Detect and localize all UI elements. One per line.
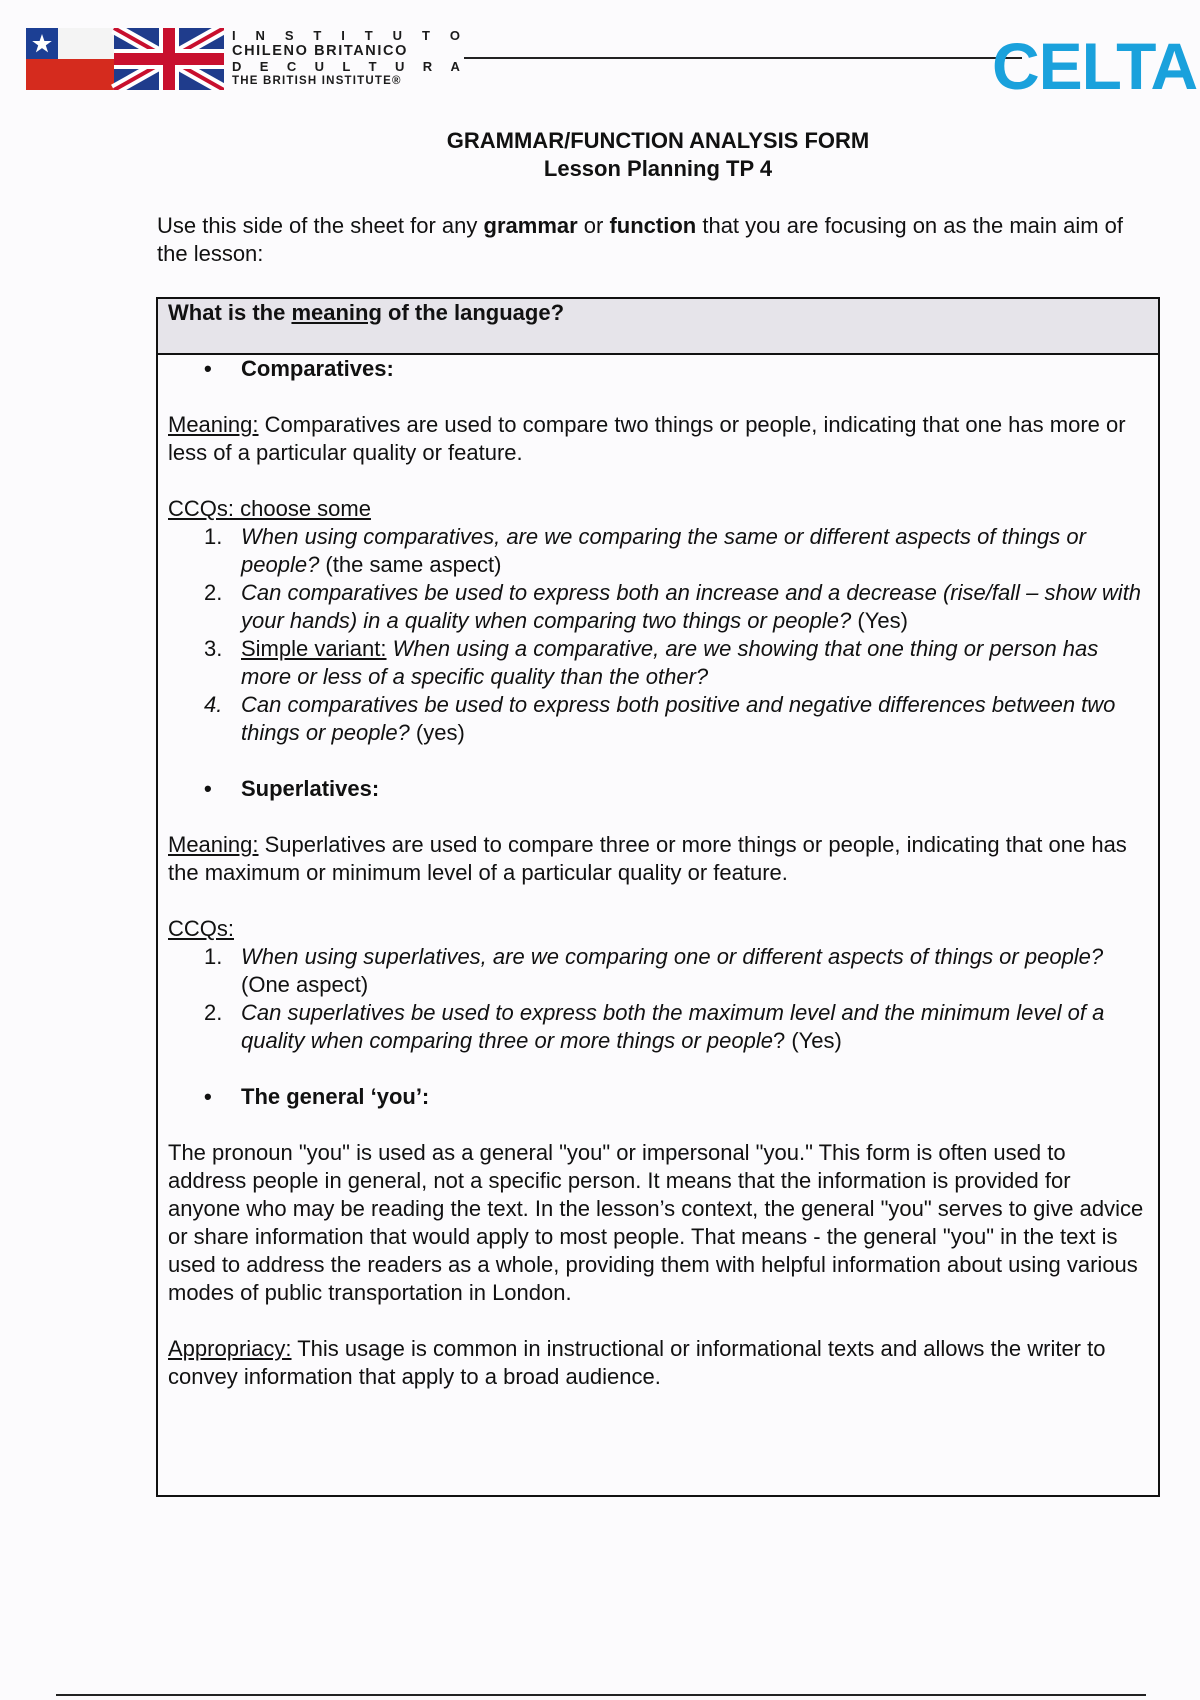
intro-text-2: or <box>577 213 610 238</box>
logo-line-british-institute: THE BRITISH INSTITUTE® <box>232 75 402 87</box>
superlatives-meaning <box>168 831 1148 887</box>
logo-letter: N <box>255 28 265 43</box>
logo-line-instituto <box>232 28 460 43</box>
logo-letter: U <box>314 59 324 74</box>
heading-text-1: What is the <box>168 300 292 325</box>
meaning-text: Superlatives are used to compare three or more things or people, indicating that one has the maximum or minimum level of a particular quality or feature. <box>168 832 1127 885</box>
heading-text-2: of the language? <box>381 300 565 325</box>
logo-letter: D <box>232 59 242 74</box>
box-body <box>158 355 1158 1391</box>
ccq-item <box>168 579 1148 635</box>
general-you-text: The pronoun "you" is used as a general "you" or impersonal "you." This form is often used to address people in general, not a specific person. It means that the information is provided for anyone who may be reading the text. In the lesson’s context, the general "you" serves to give advice or share information that would apply to most people. That means - the general "you" in the text is used to address the readers as a whole, providing them with helpful information about using various modes of public transportation in London. <box>168 1140 1144 1305</box>
ccq-question: Can comparatives be used to express both positive and negative differences between two things or people? <box>241 692 1116 745</box>
intro-text-3: that you are focusing on as the main aim of the lesson: <box>157 213 1124 266</box>
form-subtitle: Lesson Planning TP 4 <box>543 156 773 181</box>
logo-letter: R <box>422 59 433 74</box>
meaning-label: Meaning: <box>168 412 259 437</box>
ccq-item <box>168 523 1148 579</box>
chile-flag-icon <box>26 28 126 90</box>
ccq-number: 2. <box>204 580 223 605</box>
ccq-item <box>168 635 1148 691</box>
appropriacy-text: This usage is common in instructional or informational texts and allows the writer to convey information that apply to a broad audience. <box>168 1336 1106 1389</box>
bullet-icon: • <box>204 776 212 801</box>
ccq-item <box>168 691 1148 747</box>
ccq-question: Can comparatives be used to express both an increase and a decrease (rise/fall – show with your hands) in a quality when comparing two things or people? <box>241 580 1142 633</box>
heading-meaning: meaning <box>291 300 382 325</box>
superlatives-ccq-list <box>168 943 1148 1055</box>
ccq-question: When using superlatives, are we comparing one or different aspects of things or people? <box>241 944 1104 969</box>
comparatives-heading <box>168 355 1148 383</box>
superlatives-heading <box>168 775 1148 803</box>
bullet-icon: • <box>204 356 212 381</box>
superlatives-title: Superlatives: <box>241 776 380 801</box>
appropriacy <box>168 1335 1148 1391</box>
header-divider <box>464 57 1022 59</box>
ccq-number: 2. <box>204 1000 223 1025</box>
ccq-number: 4. <box>204 692 223 717</box>
meaning-label: Meaning: <box>168 832 259 857</box>
logo-letter: I <box>232 28 236 43</box>
logo-letter: E <box>259 59 269 74</box>
general-you-heading <box>168 1083 1148 1111</box>
logo-letter: L <box>342 59 351 74</box>
logo-line-chileno-britanico: CHILENO BRITANICO <box>232 43 408 59</box>
ccq-answer: (the same aspect) <box>319 552 502 577</box>
ccq-answer: (yes) <box>409 720 465 745</box>
logo-letter: U <box>395 59 405 74</box>
comparatives-meaning <box>168 411 1148 467</box>
ccq-number: 3. <box>204 636 223 661</box>
bullet-icon: • <box>204 1084 212 1109</box>
logo-letter: T <box>364 28 373 43</box>
ccq-answer: (Yes) <box>851 608 908 633</box>
logo-letter: I <box>341 28 345 43</box>
appropriacy-label: Appropriacy: <box>168 1336 292 1361</box>
ccq-item <box>168 999 1148 1055</box>
logo-letter: T <box>368 59 377 74</box>
ccq-question: Can superlatives be used to express both the maximum level and the minimum level of a quality when comparing three or more things or people <box>241 1000 1105 1053</box>
comparatives-ccq-list <box>168 523 1148 747</box>
ccq-answer: ? (Yes) <box>772 1028 842 1053</box>
intro-instructions <box>157 212 1147 268</box>
general-you-title: The general ‘you’: <box>241 1084 430 1109</box>
ccq-label: CCQs: <box>168 916 234 941</box>
meaning-text: Comparatives are used to compare two things or people, indicating that one has more or less of a particular quality or feature. <box>168 412 1126 465</box>
form-title: GRAMMAR/FUNCTION ANALYSIS FORM <box>446 128 870 153</box>
ccq-simple-variant-label: Simple variant: <box>241 636 387 661</box>
superlatives-ccq-label <box>168 915 1148 943</box>
ccq-item <box>168 943 1148 999</box>
logo-letter: A <box>450 59 460 74</box>
footer-divider <box>56 1694 1146 1696</box>
page-header <box>0 0 1200 110</box>
comparatives-title: Comparatives: <box>241 356 394 381</box>
uk-flag-icon <box>114 28 224 90</box>
ccq-label: CCQs: choose some <box>168 496 371 521</box>
logo-line-de-cultura <box>232 59 460 74</box>
logo-letter: T <box>313 28 322 43</box>
institute-logo-text <box>232 28 460 88</box>
flags-logo-icon <box>26 28 224 90</box>
ccq-number: 1. <box>204 944 223 969</box>
ccq-answer: (One aspect) <box>241 972 369 997</box>
celta-brand: CELTA <box>992 29 1198 103</box>
ccq-question: When using a comparative, are we showing that one thing or person has more or less of a specific quality than the other? <box>241 636 1099 689</box>
logo-letter: C <box>286 59 297 74</box>
comparatives-ccq-label <box>168 495 1148 523</box>
logo-letter: T <box>421 28 430 43</box>
meaning-analysis-box <box>156 297 1160 1497</box>
logo-letter: U <box>392 28 403 43</box>
logo-letter: S <box>284 28 294 43</box>
intro-function: function <box>609 213 697 238</box>
ccq-number: 1. <box>204 524 223 549</box>
box-heading <box>158 299 1158 355</box>
logo-letter: O <box>449 28 460 43</box>
ccq-question: When using comparatives, are we comparing the same or different aspects of things or people? <box>241 524 1086 577</box>
intro-text-1: Use this side of the sheet for any <box>157 213 484 238</box>
intro-grammar: grammar <box>483 213 578 238</box>
